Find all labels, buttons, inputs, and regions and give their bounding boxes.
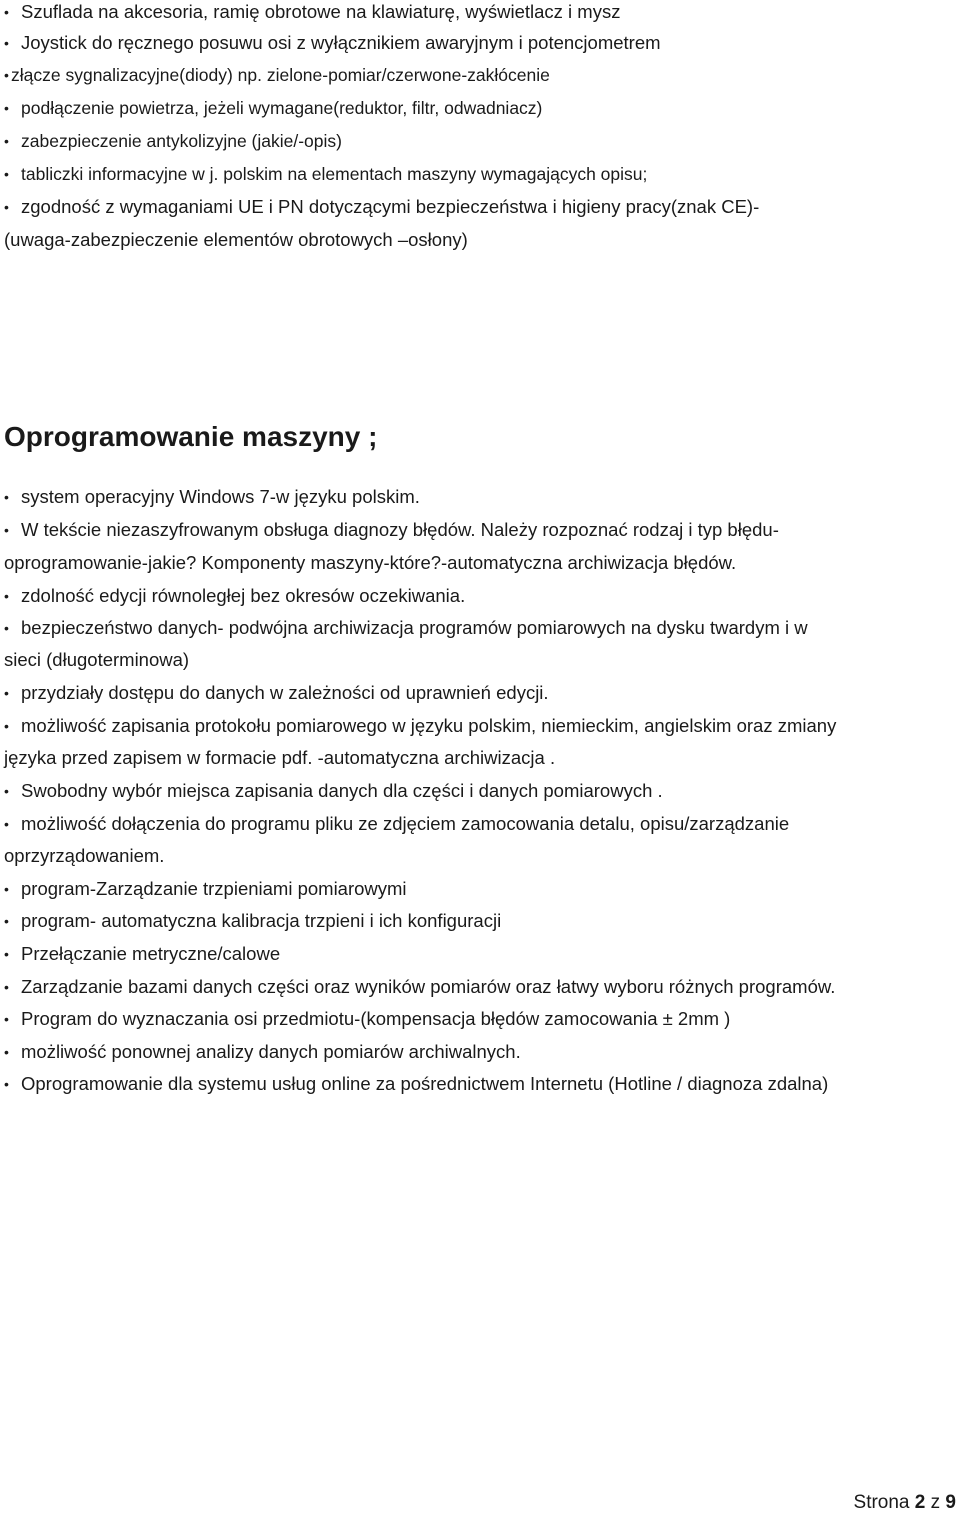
list-item-text: możliwość ponownej analizy danych pomiarów archiwalnych.	[21, 1041, 521, 1062]
list-item-text: zdolność edycji równoległej bez okresów oczekiwania.	[21, 585, 466, 606]
bullet-icon: •	[4, 199, 9, 215]
list-item-text: Oprogramowanie dla systemu usług online za pośrednictwem Internetu (Hotline / diagnoza zdalna)	[21, 1073, 829, 1094]
bullet-icon: •	[4, 1044, 9, 1060]
list-item-text: program- automatyczna kalibracja trzpieni i ich konfiguracji	[21, 910, 502, 931]
bullet-icon: •	[4, 489, 9, 505]
list-item	[4, 0, 620, 24]
list-item	[4, 909, 501, 933]
list-item	[4, 779, 663, 803]
list-item	[4, 1040, 521, 1064]
bullet-icon: •	[4, 881, 9, 897]
current-page: 2	[914, 1492, 926, 1513]
section-heading: Oprogramowanie maszyny ;	[4, 421, 378, 452]
list-item-text: języka przed zapisem w formacie pdf. -automatyczna archiwizacja .	[4, 747, 556, 768]
bullet-icon: •	[4, 522, 9, 538]
page-number-separator: z	[930, 1492, 941, 1513]
bullet-icon: •	[4, 685, 9, 701]
list-item	[4, 681, 549, 705]
list-item-text: (uwaga-zabezpieczenie elementów obrotowych –osłony)	[4, 229, 468, 250]
list-item-text: Zarządzanie bazami danych części oraz wyników pomiarów oraz łatwy wyboru różnych programów.	[21, 976, 836, 997]
bullet-icon: •	[4, 620, 9, 636]
list-item-text: przydziały dostępu do danych w zależności od uprawnień edycji.	[21, 682, 549, 703]
bullet-icon: •	[4, 783, 9, 799]
list-item	[4, 485, 420, 509]
bullet-icon: •	[4, 718, 9, 734]
list-item-text: oprzyrządowaniem.	[4, 845, 165, 866]
list-item-text: Program do wyznaczania osi przedmiotu-(kompensacja błędów zamocowania ± 2mm )	[21, 1008, 731, 1029]
list-item	[4, 877, 407, 901]
list-item	[4, 1007, 730, 1031]
list-item	[4, 616, 808, 640]
bullet-icon: •	[4, 166, 9, 182]
bullet-icon: •	[4, 979, 9, 995]
list-item-text: tabliczki informacyjne w j. polskim na elementach maszyny wymagających opisu;	[21, 164, 648, 184]
list-item-text: Przełączanie metryczne/calowe	[21, 943, 281, 964]
list-item-text: złącze sygnalizacyjne(diody) np. zielone-pomiar/czerwone-zakłócenie	[11, 65, 550, 85]
bullet-icon: •	[4, 1076, 9, 1092]
list-item-text: zabezpieczenie antykolizyjne (jakie/-opis)	[21, 131, 342, 151]
list-item-continuation	[4, 551, 736, 575]
list-item	[4, 162, 647, 186]
list-item	[4, 942, 280, 966]
bullet-icon: •	[4, 133, 9, 149]
list-item-text: możliwość zapisania protokołu pomiarowego w języku polskim, niemieckim, angielskim oraz zmiany	[21, 715, 837, 736]
list-item-text: możliwość dołączenia do programu pliku ze zdjęciem zamocowania detalu, opisu/zarządzanie	[21, 813, 790, 834]
list-item-text: Szuflada na akcesoria, ramię obrotowe na klawiaturę, wyświetlacz i mysz	[21, 1, 621, 22]
list-item-text: podłączenie powietrza, jeżeli wymagane(reduktor, filtr, odwadniacz)	[21, 98, 543, 118]
list-item-text: zgodność z wymaganiami UE i PN dotyczącymi bezpieczeństwa i higieny pracy(znak CE)-	[21, 196, 760, 217]
list-item-continuation	[4, 844, 164, 868]
list-item	[4, 1072, 828, 1096]
list-item	[4, 518, 779, 542]
list-item-text: system operacyjny Windows 7-w języku polskim.	[21, 486, 420, 507]
list-item-text: Joystick do ręcznego posuwu osi z wyłącznikiem awaryjnym i potencjometrem	[21, 32, 661, 53]
page-number	[854, 1491, 956, 1515]
list-item-text: oprogramowanie-jakie? Komponenty maszyny-które?-automatyczna archiwizacja błędów.	[4, 552, 737, 573]
bullet-icon: •	[4, 100, 9, 116]
list-item	[4, 63, 550, 87]
bullet-icon: •	[4, 913, 9, 929]
list-item-continuation	[4, 746, 555, 770]
list-item-text: W tekście niezaszyfrowanym obsługa diagnozy błędów. Należy rozpoznać rodzaj i typ błędu-	[21, 519, 779, 540]
list-item-text: program-Zarządzanie trzpieniami pomiarowymi	[21, 878, 407, 899]
list-item	[4, 195, 759, 219]
bullet-icon: •	[4, 816, 9, 832]
total-pages: 9	[945, 1492, 956, 1513]
list-item-text: bezpieczeństwo danych- podwójna archiwizacja programów pomiarowych na dysku twardym i w	[21, 617, 808, 638]
bullet-icon: •	[4, 588, 9, 604]
bullet-icon: •	[4, 67, 9, 83]
bullet-icon: •	[4, 1011, 9, 1027]
list-item-text: Swobodny wybór miejsca zapisania danych dla części i danych pomiarowych .	[21, 780, 663, 801]
list-item	[4, 975, 835, 999]
list-item	[4, 31, 661, 55]
bullet-icon: •	[4, 35, 9, 51]
list-item	[4, 714, 836, 738]
list-item-continuation	[4, 648, 189, 672]
list-item-text: sieci (długoterminowa)	[4, 649, 190, 670]
list-item	[4, 812, 789, 836]
list-item	[4, 96, 542, 120]
bullet-icon: •	[4, 946, 9, 962]
list-item	[4, 584, 465, 608]
bullet-icon: •	[4, 4, 9, 20]
page-number-prefix: Strona	[853, 1492, 910, 1513]
list-item-continuation	[4, 228, 468, 252]
list-item	[4, 129, 342, 153]
